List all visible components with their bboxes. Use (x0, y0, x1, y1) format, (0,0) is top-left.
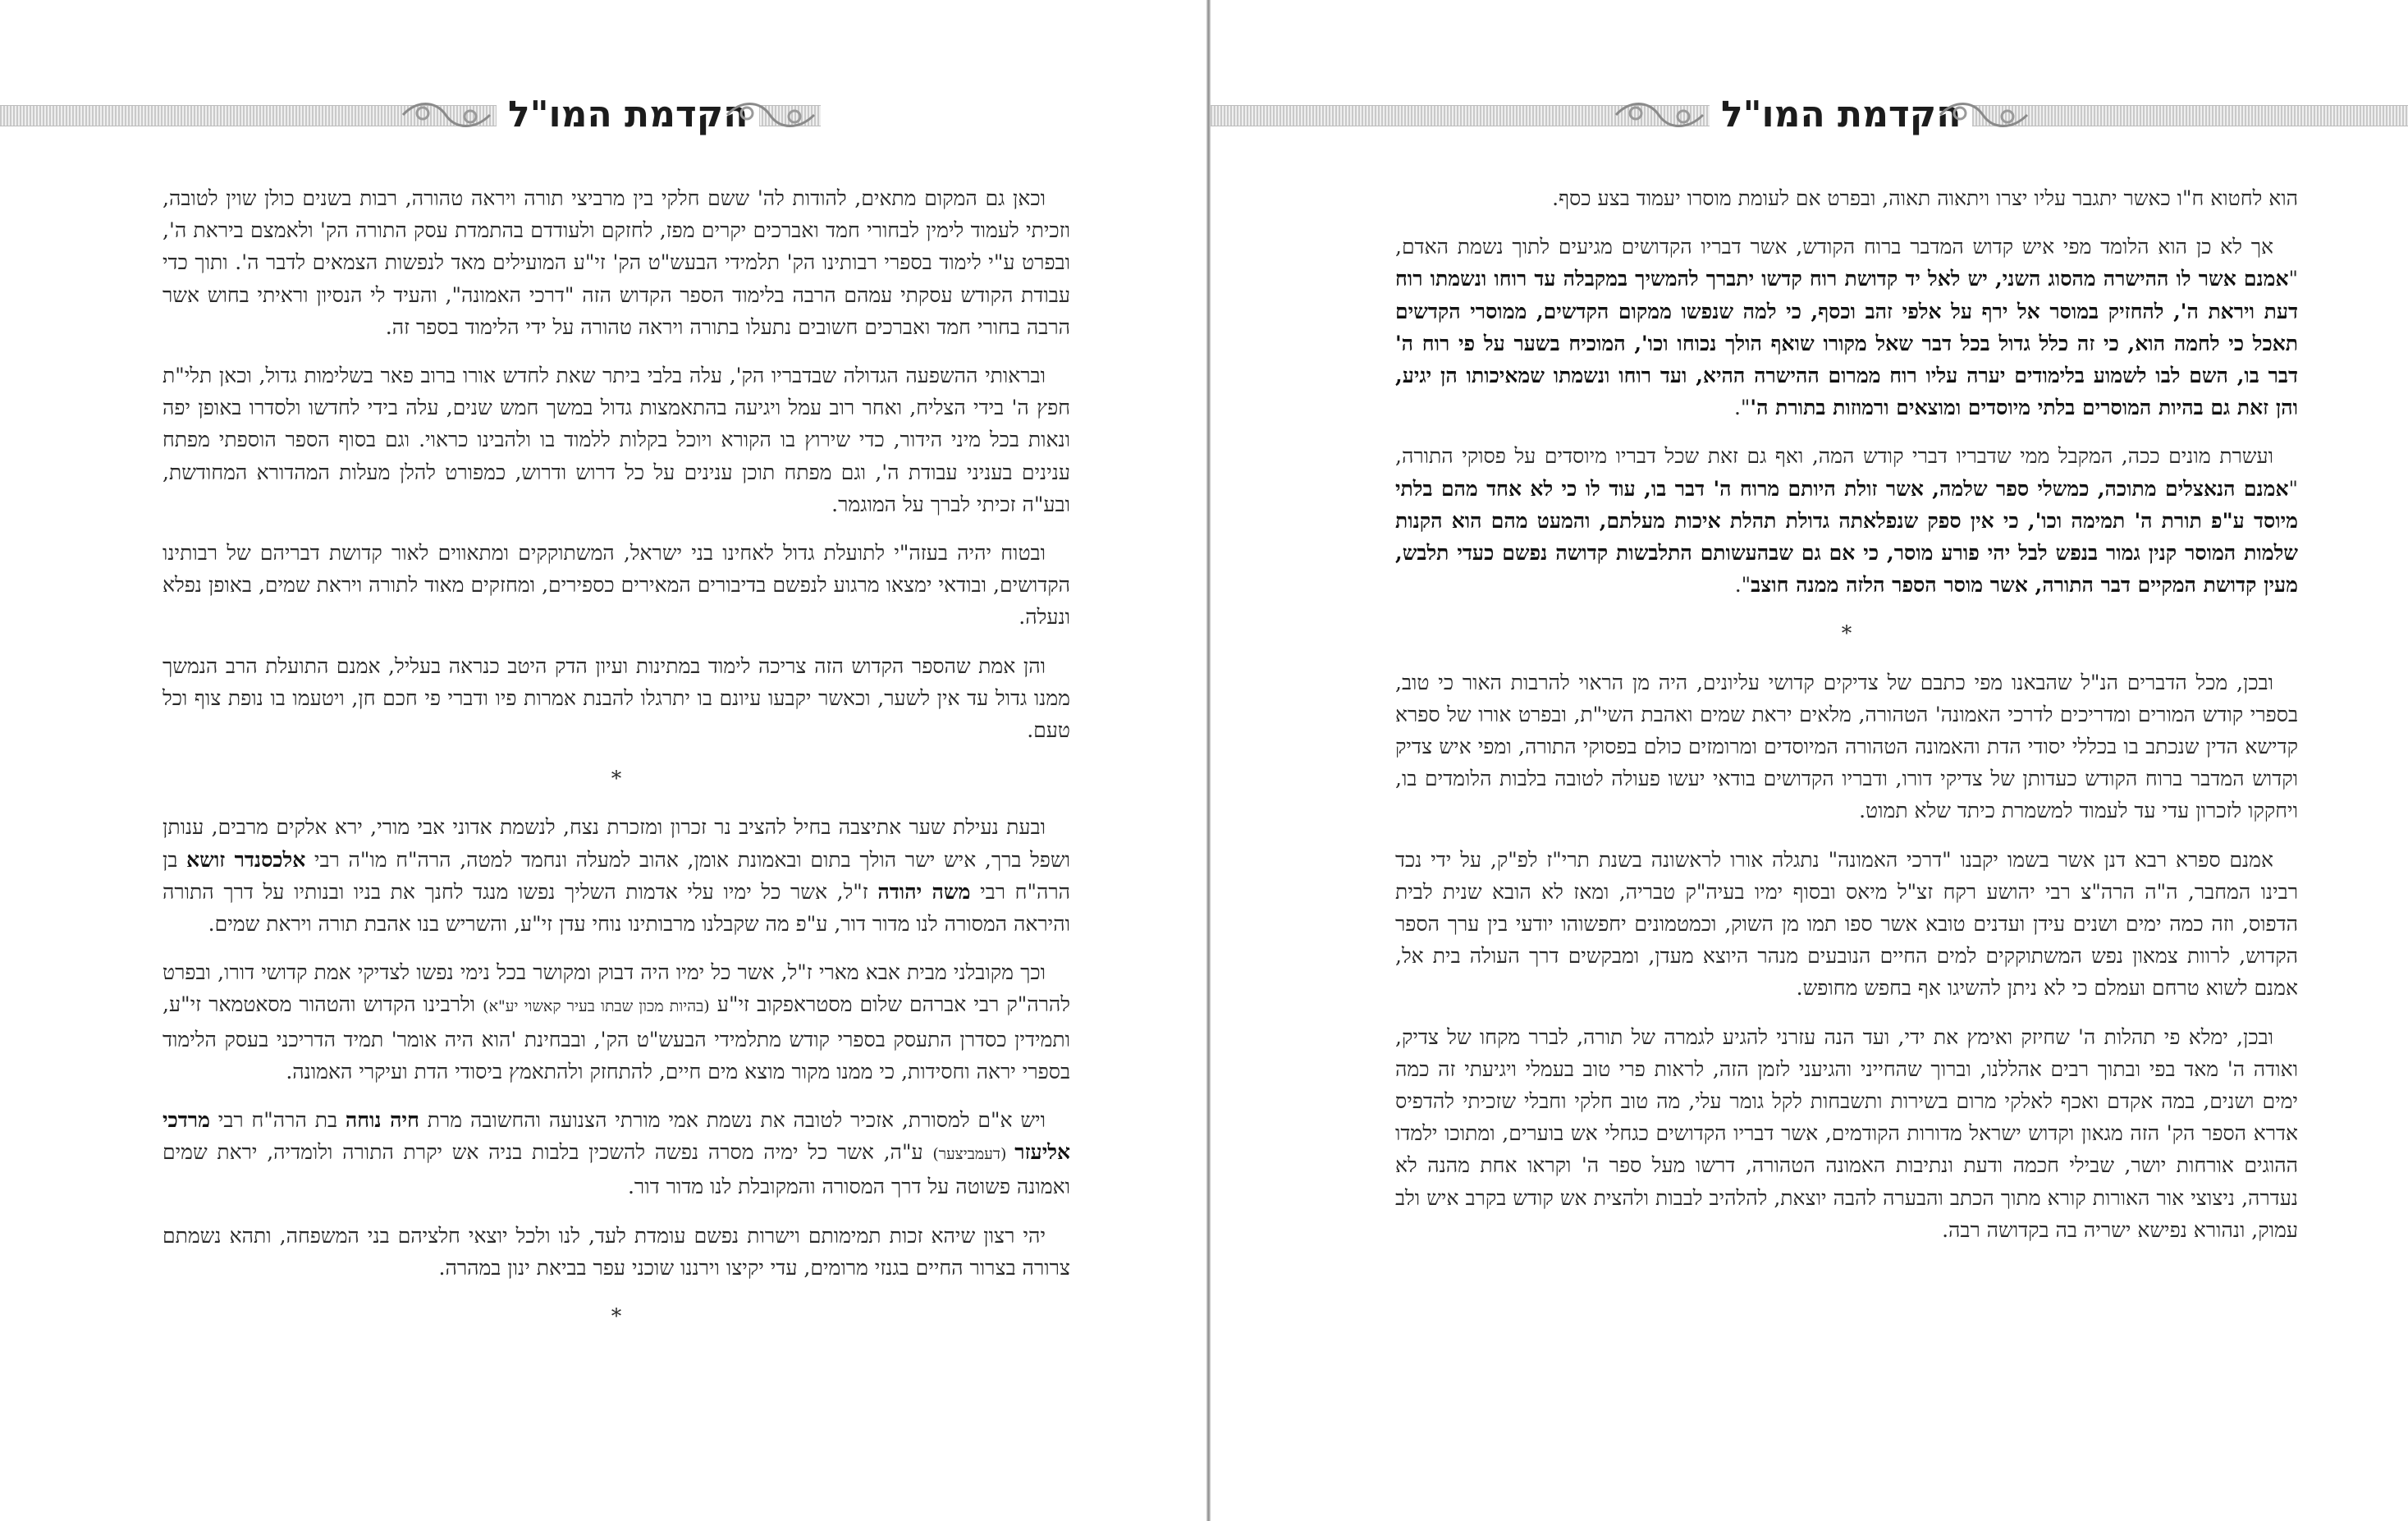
paragraph: ובכן, מכל הדברים הנ"ל שהבאנו מפי כתבם של צדיקים קדושי עליונים, היה מן הראוי להרבות האור כי טוב, בספרי קודש המורים ומדריכים לדרכי האמונה' הטהורה, מלאים יראת שמים ואהבת השי"ת, ובפרט אורו של ספרא קדישא הדין שנכתב בו בכללי יסודי הדת והאמונה הטהורה המיוסדים ומרומזים כולם בפסוקי התורה, ומפי איש צדיק וקדוש המדבר ברוח הקודש כעדותן של צדיקי דורו, ודבריו הקדושים בודאי יעשו פעולה לטובה בלבות הלומדים בו, ויחקקו לזכרון עדי עד לעמוד למשמרת כיתד שלא תמוט. (1395, 670, 2298, 823)
page-header-title: הקדמת המו"ל (1710, 88, 1972, 142)
left-text-column (163, 182, 1070, 1349)
maternal-grandfather-name: מרדכי אליעזר (163, 1108, 1070, 1165)
bold-quote: אמנם אשר לו ההישרה מהסוג השני, יש לאל יד קדושת רוח קדשו יתברך להמשיך במקבלה עד רוחו ונשמתו רוח דעת ויראת ה', להחזיק במוסר אל ירף על אלפי זהב וכסף, כי למה שנפשו ממקום הקדשים, ממוסרי הקדשים תאכל כי לחמה הוא, כי זה כלל גדול בכל דבר שאל מקורו שואף הולך נכוחו וכו', המוכיח בשער על פי רוח ה' דבר בו, השם לבו לשמוע בלימודים יערה עליו רוח ממרום ההישרה ההיא, ועד רוחו ונשמתו שמאיכותו הן יגיע, והן זאת גם בהיות המוסרים בלתי מיוסדים ומוצאים ורמוזות בתורת ה' (1395, 267, 2298, 420)
section-divider-star: * (1841, 621, 1852, 646)
paragraph: וכאן גם המקום מתאים, להודות לה' ששם חלקי בין מרביצי תורה ויראה טהורה, רבות בשנים כולן שוין לטובה, וזכיתי לעמוד לימין לבחורי חמד ואברכים יקרים מפז, לחזקם ולעודדם בהתמדת עסק התורה הק' ולאמצם ביראת ה', ובפרט ע"י לימוד בספרי רבותינו הק' תלמידי הבעש"ט הק' זי"ע המועילים מאד לנפשות הצמאים לדבר ה'. ותוך כדי עבודת הקודש עסקתי עמהם הרבה בלימוד הספר הקדוש הזה "דרכי האמונה", והעיד לי הנסיון וראיתי בחוש אשר הרבה בחורי חמד ואברכים חשובים נתעלו בתורה ויראה טהורה על ידי הלימוד בספר זה. (163, 186, 1070, 339)
memorial-paragraph-father: ובעת נעילת שער אתיצבה בחיל להציב נר זכרון ומזכרת נצח, לנשמת אדוני אבי מורי, ירא אלקים מרבים, ענותן ושפל ברך, איש ישר הולך בתום ובאמונת אומן, אהוב למעלה ונחמד למטה, הרה"ח מו"ה רבי אלכסנדר זושא בן הרה"ח רבי משה יהודה ז"ל, אשר כל ימיו עלי אדמות השליך נפשו מנגד לחנך את בניו ובנותיו על דרך התורה והיראה המסורה לנו מדור דור, ע"פ מה שקבלנו מרבותינו נוחי עדן זי"ע, והשריש בנו אהבת תורה ויראת שמים. (163, 815, 1071, 937)
paragraph-continued: הוא לחטוא ח"ו כאשר יתגבר עליו יצרו ויתאוה תאוה, ובפרט אם לעומת מוסרו יעמוד בצע כסף. (1552, 186, 2298, 210)
closing-paragraph: יהי רצון שיהא זכות תמימותם וישרות נפשם עומדת לעד, לנו ולכל יוצאי חלציהם בני המשפחה, ותהא נשמתם צרורה בצרור החיים בגנזי מרומים, עדי יקיצו וירננו שוכני עפר בביאת ינון במהרה. (163, 1223, 1070, 1280)
flourish-ornament-icon (1935, 97, 2032, 133)
paragraph: ובטוח יהיה בעזה"י לתועלת גדול לאחינו בני ישראל, המשתוקקים ומתאווים לאור קדושת דבריהם של רבותינו הקדושים, ובודאי ימצאו מרגוע לנפשם בדיבורים המאירים כספירים, ומחזקים מאוד לתורה ויראת שמים, באופן נפלא ונעלה. (163, 541, 1070, 630)
end-divider-star: * (611, 1304, 622, 1329)
right-page (1211, 0, 2408, 1521)
flourish-ornament-icon (722, 97, 819, 133)
flourish-ornament-icon (1611, 97, 1708, 133)
paragraph: ובראותי ההשפעה הגדולה שבדבריו הק', עלה בלבי ביתר שאת לחדש אורו ברוב פאר בשלימות גדול, וכאן תלי"ת חפץ ה' בידי הצליח, ואחר רוב עמל ויגיעה בהתאמצות גדול במשך חמש שנים, עלה בידי לחדשו ולסדרו באופן יפה ונאות בכל מיני הידור, כדי שירוץ בו הקורא ויוכל בקלות ללמוד בו ולהבינו כראוי. וגם בסוף הספר הוספתי מפתח ענינים בעניני עבודת ה', וגם מפתח תוכן ענינים על כל דרוש ודרוש, כמפורט להלן מעלות המהדורא המחודשת, ובע"ה זכיתי לברך על המוגמר. (163, 364, 1070, 516)
grandfather-name: משה יהודה (877, 879, 971, 904)
section-divider-star: * (611, 767, 622, 791)
memorial-paragraph-lineage: וכך מקובלני מבית אבא מארי ז"ל, אשר כל ימיו היה דבוק ומקושר בכל נימי נפשו לצדיקי אמת קדושי דורו, ובפרט להרה"ק רבי אברהם שלום מסטראפקוב זי"ע (בהיות מכון שבתו בעיר קאשוי יע"א) ולרבינו הקדוש והטהור מסאטמאר זי"ע, ותמידין כסדרן התעסק בספרי קודש מתלמידי הבעש"ט הק', ובבחינת 'הוא היה אומר' תמיד הדריכני בעסק הלימוד בספרי יראה וחסידות, כי ממנו מקור מוצא מים חיים, להתחזק ולהתאמץ ביסודי הדת ועיקרי האמונה. (163, 960, 1070, 1083)
paragraph: והן אמת שהספר הקדוש הזה צריכה לימוד במתינות ועיון הדק היטב כנראה בעליל, אמנם התועלת הרב הנמשך ממנו גדול עד אין לשער, וכאשר יקבעו עיונם בו יתרגלו להבנת אמרות פיו ודברי פי חכם חן, ויטעמו בו נופת צוף וכל טעם. (163, 653, 1071, 743)
memorial-paragraph-mother: ויש א"ם למסורת, אזכיר לטובה את נשמת אמי מורתי הצנועה והחשובה מרת חיה נוחה בת הרה"ח רבי מרדכי אליעזר (דעמביצער) ע"ה, אשר כל ימיה מסרה נפשה להשכין בלבות בניה אש יקרת התורה ולומדיה, יראת שמים ואמונה פשוטה על דרך המסורה והמקובלת לנו מדור דור. (163, 1108, 1070, 1199)
right-text-column (1395, 182, 2298, 1262)
paragraph: אמנם ספרא רבא דנן אשר בשמו יקבנו "דרכי האמונה" נתגלה אורו לראשונה בשנת תרי"ז לפ"ק, על ידי נכד רבינו המחבר, ה"ה הרה"צ רבי יהושע רקח זצ"ל מיאס ובסוף ימיו בעיה"ק טבריה, ומאז לא הובא שנית לבית הדפוס, וזה כמה ימים ושנים עידן ועדנים טובא אשר ספו תמו מן השוק, וכמטמונים יחפשוהו יודעי בין ערך הספר הקדוש, לרוות צמאון נפש המשתוקקים למים החיים הנובעים מנהר היוצא מעדן, ומבקשים דרך העולה בית אל, אמנם לשוא טרחם ועמלם כי לא ניתן להשיגו אף בחפש מחופש. (1395, 847, 2298, 1001)
page-header-title: הקדמת המו"ל (497, 88, 759, 142)
paragraph-quote-mishlei: ועשרת מונים ככה, המקבל ממי שדבריו דברי קודש המה, ואף גם זאת שכל דבריו מיוסדים על פסוקי התורה, "אמנם הנאצלים מתוכה, כמשלי ספר שלמה, אשר זולת היותם מרוח ה' דבר בו, עוד לו כי לא אחד מהם בלתי מיוסד ע"פ תורת ה' תמימה וכו', כי אין ספק שנפלאתה גדולת תהלת איכות מעלתם, והמעט מהם הוא הקנות שלמות המוסר קנין גמור בנפש לבל יהי פורע מוסר, כי אם גם שבהעשותם התלבשות קדושה נפשם כעדי תלבש, מעין קדושת המקיים דבר התורה, אשר מוסר הספר הלזה ממנה חוצב". (1395, 444, 2298, 598)
paragraph-quote-second-type: אך לא כן הוא הלומד מפי איש קדוש המדבר ברוח הקודש, אשר דבריו הקדושים מגיעים לתוך נשמת האדם, "אמנם אשר לו ההישרה מהסוג השני, יש לאל יד קדושת רוח קדשו יתברך להמשיך במקבלה עד רוחו ונשמתו רוח דעת ויראת ה', להחזיק במוסר אל ירף על אלפי זהב וכסף, כי למה שנפשו ממקום הקדשים, ממוסרי הקדשים תאכל כי לחמה הוא, כי זה כלל גדול בכל דבר שאל מקורו שואף הולך נכוחו וכו', המוכיח בשער על פי רוח ה' דבר בו, השם לבו לשמוע בלימודים יערה עליו רוח ממרום ההישרה ההיא, ועד רוחו ונשמתו שמאיכותו הן יגיע, והן זאת גם בהיות המוסרים בלתי מיוסדים ומוצאים ורמוזות בתורת ה'". (1395, 235, 2298, 420)
mother-name: חיה נוחה (345, 1108, 419, 1133)
bold-quote: אמנם הנאצלים מתוכה, כמשלי ספר שלמה, אשר זולת היותם מרוח ה' דבר בו, עוד לו כי לא אחד מהם בלתי מיוסד ע"פ תורת ה' תמימה וכו', כי אין ספק שנפלאתה גדולת תהלת איכות מעלתם, והמעט מהם הוא הקנות שלמות המוסר קנין גמור בנפש לבל יהי פורע מוסר, כי אם גם שבהעשותם התלבשות קדושה נפשם כעדי תלבש, מעין קדושת המקיים דבר התורה, אשר מוסר הספר הלזה ממנה חוצב (1395, 476, 2298, 598)
father-name: אלכסנדר זושא (186, 847, 306, 872)
paragraph: ובכן, ימלא פי תהלות ה' שחיזק ואימץ את ידי, ועד הנה עזרני להגיע לגמרה של תורה, לברר מקחו של צדיק, ואודה ה' מאד בפי ובתוך רבים אהללנו, וברוך שהחייני והגיעני לזמן הזה, לראות פרי טוב בעמלי ויגיעתי זה כמה ימים ושנים, במה אקדם ואכף לאלקי מרום בשירות ותשבחות לקל גומר עלי, מה טוב חלקי וחבלי שזכיתי להדפיס אדרא הספר הק' הזה מגאון וקדוש ישראל מדורות הקודמים, אשר דבריו הקדושים כגחלי אש בוערים, ומתוכו ילמדו ההוגים אורחות יושר, שבילי חכמה ודעת ונתיבות האמונה הטהורה, דרשו מעל ספר ה' וקראו אחת מהנה לא נעדרה, ניצוצי אור האורות קורא מתוך הכתב והבערה להבה יוצאת, להלהיב לבבות ולהצית אש קודש בקרב איש ולב עמוק, ונהורא נפישא ישריה בה בקדושה רבה. (1395, 1024, 2298, 1242)
flourish-ornament-icon (398, 97, 495, 133)
